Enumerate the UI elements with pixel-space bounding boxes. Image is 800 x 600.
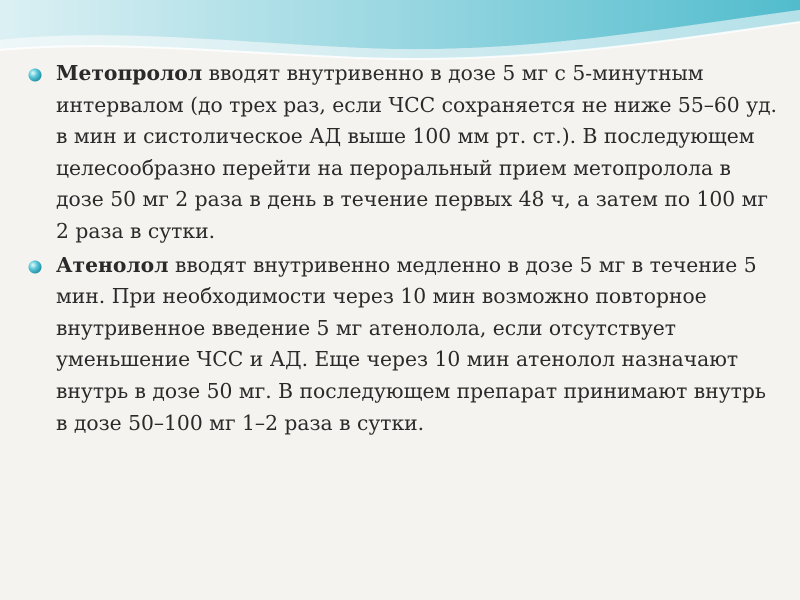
drug-name-atenolol: Атенолол: [56, 252, 169, 277]
bullet-item-atenolol: [28, 250, 780, 440]
bullet-item-metoprolol: [28, 58, 780, 248]
teal-sphere-bullet-icon: [28, 68, 42, 82]
bullet-text-metoprolol: вводят внутривенно в дозе 5 мг с 5-минутным интервалом (до трех раз, если ЧСС сохраняется не ниже 55–60 уд. в мин и систолическое АД выше 100 мм рт. ст.). В последующем целесообразно перейти на пероральный прием метопролола в дозе 50 мг 2 раза в день в течение первых 48 ч, а затем по 100 мг 2 раза в сутки.: [56, 61, 778, 243]
slide-body: [28, 58, 780, 441]
teal-sphere-bullet-icon: [28, 260, 42, 274]
bullet-text-atenolol: вводят внутривенно медленно в дозе 5 мг в течение 5 мин. При необходимости через 10 мин возможно повторное внутривенное введение 5 мг атенолола, если отсутствует уменьшение ЧСС и АД. Еще через 10 мин атенолол назначают внутрь в дозе 50 мг. В последующем препарат принимают внутрь в дозе 50–100 мг 1–2 раза в сутки.: [56, 252, 766, 435]
drug-name-metoprolol: Метопролол: [56, 61, 203, 85]
